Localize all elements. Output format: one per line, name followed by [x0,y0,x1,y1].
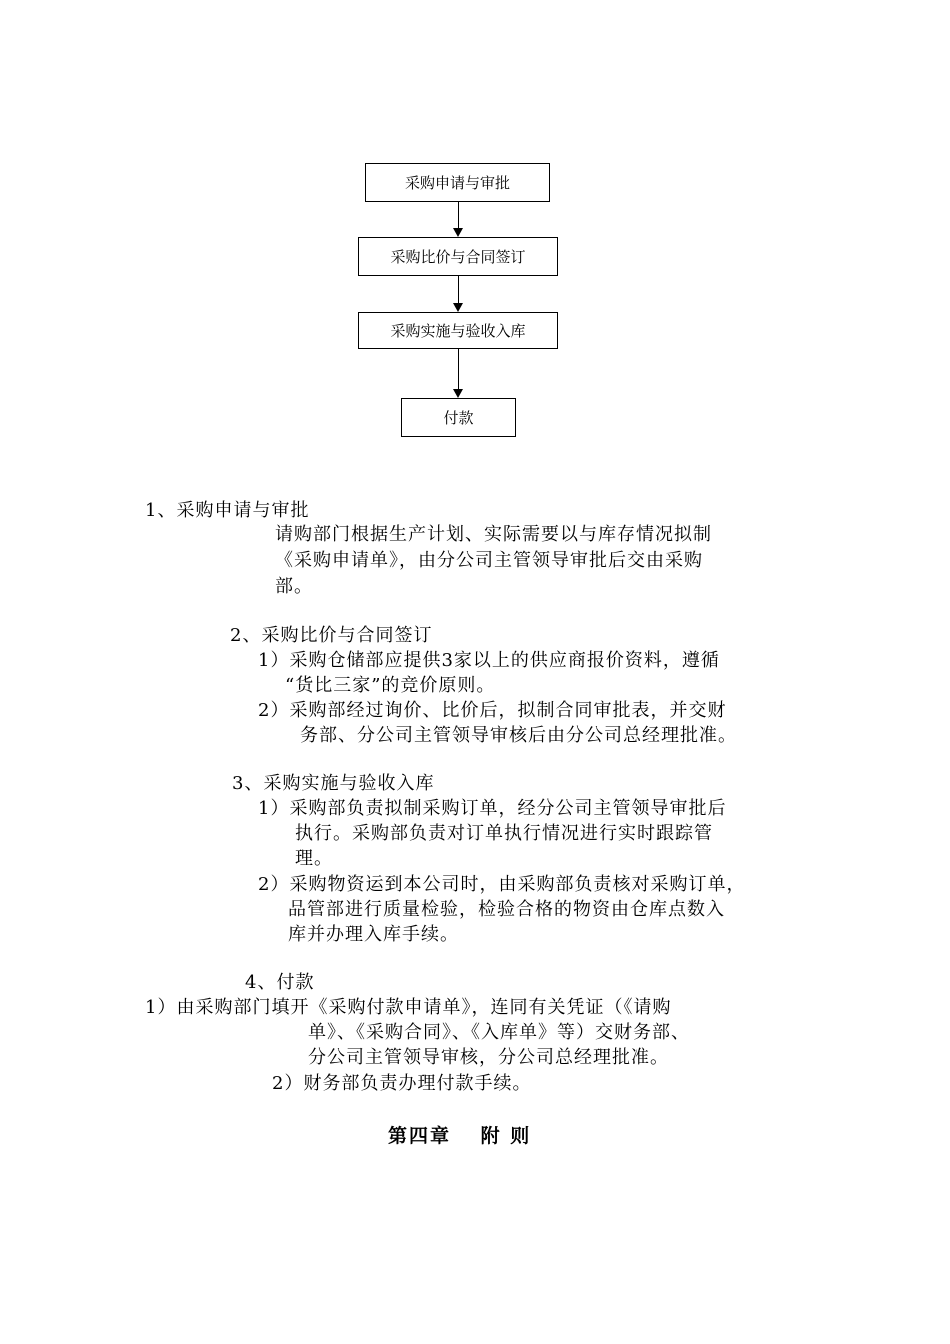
section-4-item-1-line: 1）由采购部门填开《采购付款申请单》，连同有关凭证（《请购 [145,997,672,1018]
flow-step-3: 采购实施与验收入库 [358,312,558,349]
section-3-item-1-line: 理。 [295,848,333,869]
section-1-body-line: 《采购申请单》，由分公司主管领导审批后交由采购 [275,550,703,571]
flow-step-4: 付款 [401,398,516,437]
section-2-item-2-line: 2）采购部经过询价、比价后，拟制合同审批表，并交财 [258,700,727,721]
section-3-item-2-line: 库并办理入库手续。 [288,924,459,945]
flow-connector-3 [458,349,459,389]
flow-connector-1 [458,202,459,228]
section-3-heading: 3、采购实施与验收入库 [232,773,435,794]
section-3-item-2-line: 品管部进行质量检验，检验合格的物资由仓库点数入 [288,899,725,920]
section-3-item-1-line: 执行。采购部负责对订单执行情况进行实时跟踪管 [295,823,713,844]
section-1-body-line: 部。 [275,576,313,597]
section-2-item-1-line: 1）采购仓储部应提供3家以上的供应商报价资料，遵循 [258,650,720,671]
flow-arrow-3 [453,389,463,398]
section-1-heading: 1、采购申请与审批 [145,500,310,521]
flow-arrow-1 [453,228,463,237]
section-2-heading: 2、采购比价与合同签订 [230,625,433,646]
section-2-item-2-line: 务部、分公司主管领导审核后由分公司总经理批准。 [300,725,737,746]
section-4-item-1-line: 单》、《采购合同》、《入库单》等）交财务部、 [308,1022,690,1043]
flow-step-2: 采购比价与合同签订 [358,237,558,276]
chapter-title: 第四章 附 则 [388,1125,532,1147]
section-2-item-1-line: “货比三家”的竞价原则。 [285,675,496,696]
section-4-item-2-line: 2）财务部负责办理付款手续。 [272,1073,532,1094]
flow-step-1: 采购申请与审批 [365,163,550,202]
section-1-body-line: 请购部门根据生产计划、实际需要以与库存情况拟制 [275,524,712,545]
flow-arrow-2 [453,303,463,312]
section-4-item-1-line: 分公司主管领导审核，分公司总经理批准。 [308,1047,669,1068]
section-3-item-2-line: 2）采购物资运到本公司时，由采购部负责核对采购订单， [258,874,746,895]
section-3-item-1-line: 1）采购部负责拟制采购订单，经分公司主管领导审批后 [258,798,727,819]
section-4-heading: 4、付款 [245,972,315,993]
flow-connector-2 [458,276,459,303]
